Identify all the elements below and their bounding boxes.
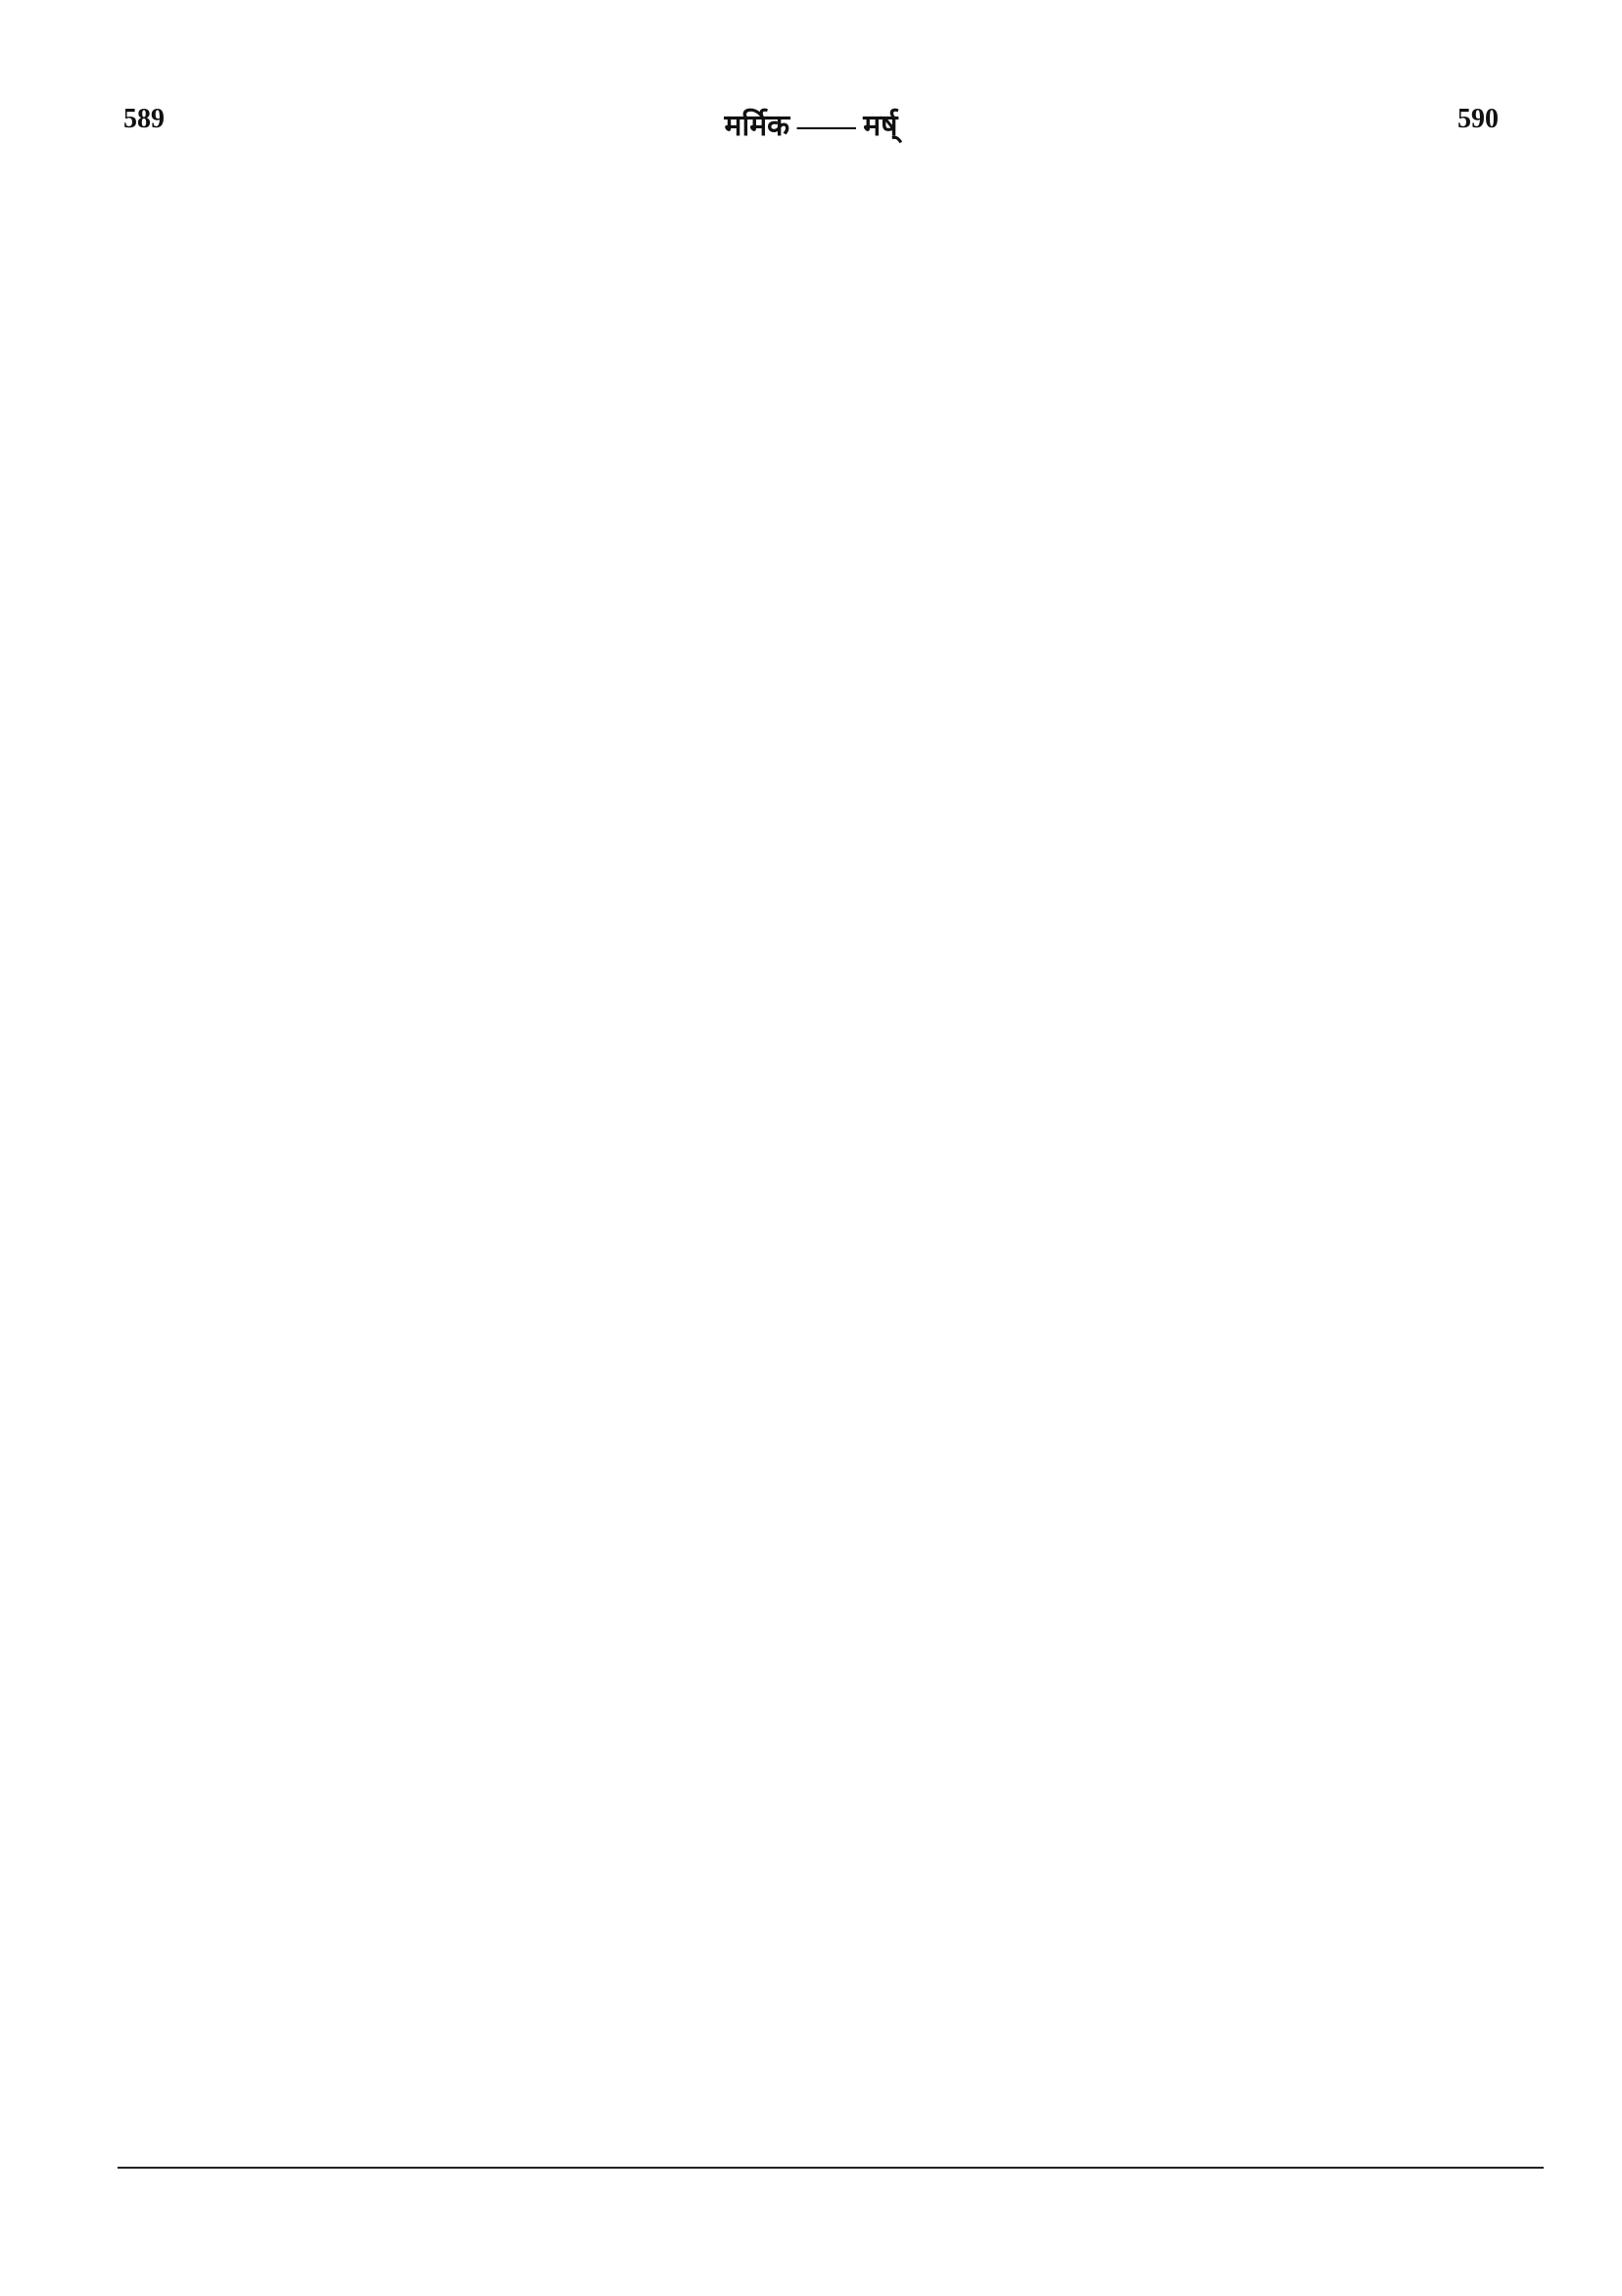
dictionary-entry — [825, 737, 1510, 795]
dictionary-entry — [118, 645, 803, 703]
dictionary-entry — [118, 829, 803, 887]
page-number-right: 590 — [1457, 104, 1499, 134]
page-number-left: 589 — [123, 104, 165, 134]
page-header — [118, 104, 1504, 155]
dictionary-entry — [118, 460, 803, 519]
bottom-rule — [118, 2167, 1544, 2169]
dictionary-entry — [118, 368, 803, 427]
dictionary-entry — [825, 276, 1510, 335]
dictionary-entry — [118, 1013, 803, 1072]
dictionary-entry — [118, 737, 803, 795]
page-title: मर्मिक —— मर्ष् — [724, 110, 898, 142]
dictionary-entry — [825, 921, 1510, 980]
left-column — [118, 184, 803, 1105]
dictionary-entry — [118, 276, 803, 335]
dictionary-entry — [118, 552, 803, 611]
right-column — [825, 184, 1510, 1105]
dictionary-entry — [825, 645, 1510, 703]
dictionary-entry — [825, 460, 1510, 519]
dictionary-entry — [825, 1013, 1510, 1072]
dictionary-entry — [118, 921, 803, 980]
dictionary-entry — [825, 552, 1510, 611]
dictionary-entry — [825, 184, 1510, 243]
dictionary-entry — [825, 368, 1510, 427]
dictionary-entry — [825, 829, 1510, 887]
dictionary-entry — [118, 184, 803, 243]
